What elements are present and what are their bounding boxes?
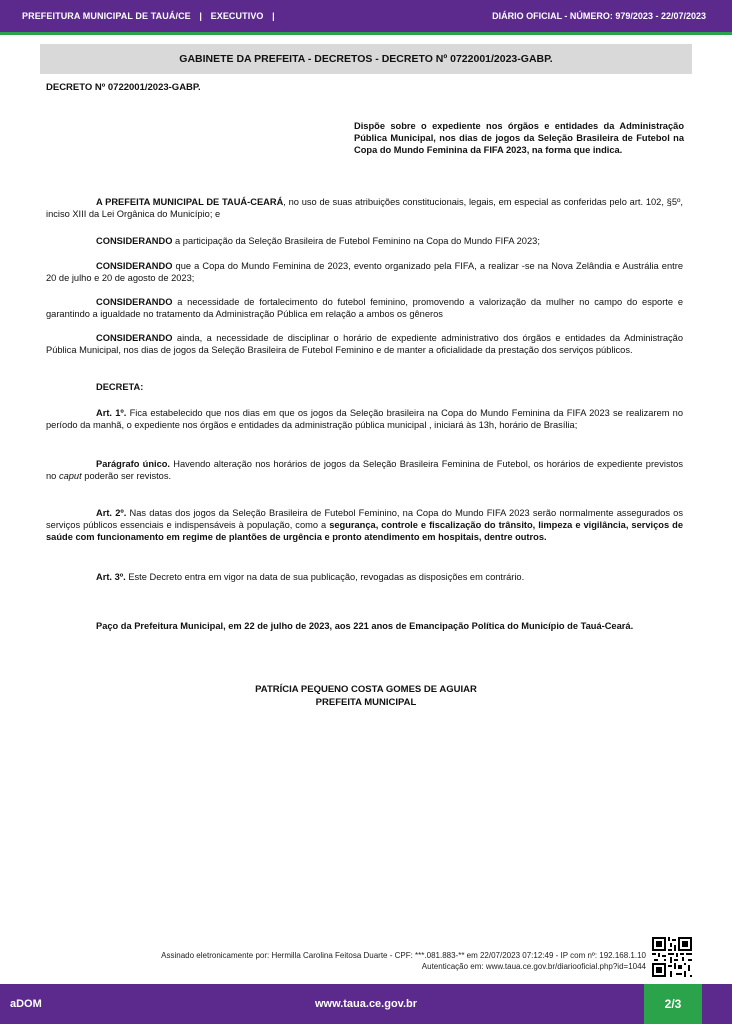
- considerando-text: a participação da Seleção Brasileira de Futebol Feminino na Copa do Mundo FIFA 2023;: [172, 236, 540, 246]
- considerando-2: [46, 260, 683, 284]
- considerando-label: CONSIDERANDO: [96, 236, 173, 246]
- header-separator: |: [272, 11, 275, 21]
- decreto-id: DECRETO Nº 0722001/2023-GABP.: [46, 82, 201, 93]
- preamble-bold: A PREFEITA MUNICIPAL DE TAUÁ-CEARÁ: [96, 197, 284, 207]
- signature-role: PREFEITA MUNICIPAL: [315, 697, 417, 708]
- page-number: 2/3: [644, 984, 702, 1024]
- article-label: Art. 1º.: [96, 408, 127, 418]
- header-org: PREFEITURA MUNICIPAL DE TAUÁ/CE: [22, 11, 191, 21]
- document-title: GABINETE DA PREFEITA - DECRETOS - DECRETO Nº 0722001/2023-GABP.: [40, 44, 692, 74]
- auth-link[interactable]: Autenticação em: www.taua.ce.gov.br/diariooficial.php?id=1044: [421, 962, 646, 971]
- article-label: Art. 3º.: [96, 572, 126, 582]
- ementa: Dispõe sobre o expediente nos órgãos e entidades da Administração Pública Municipal, nos dias de jogos da Seleção Brasileira de Futebol na Copa do Mundo Feminina da FIFA 2023, na forma que indica.: [354, 121, 684, 155]
- footer-site-link[interactable]: www.taua.ce.gov.br: [314, 998, 418, 1010]
- header-branch: EXECUTIVO: [210, 11, 264, 21]
- decreta-text: DECRETA:: [96, 382, 144, 392]
- footer-bar: [0, 984, 732, 1024]
- paragrafo-text-end: poderão ser revistos.: [81, 471, 172, 481]
- considerando-1: [46, 235, 683, 247]
- considerando-text: a necessidade de fortalecimento do futebol feminino, promovendo a valorização da mulher no campo do esporte e garantindo a igualdade no tratamento da Administração Pública em relação a ambos os gêneros: [46, 297, 683, 319]
- adom-brand: aDOM: [10, 998, 42, 1010]
- signature-name: PATRÍCIA PEQUENO COSTA GOMES DE AGUIAR: [255, 684, 477, 695]
- header-diario: DIÁRIO OFICIAL - NÚMERO: 979/2023 - 22/07/2023: [492, 11, 706, 21]
- header-separator: |: [199, 11, 203, 21]
- considerando-text: que a Copa do Mundo Feminina de 2023, evento organizado pela FIFA, a realizar -se na Nova Zelândia e Austrália entre 20 de julho e 20 de agosto de 2023;: [46, 261, 683, 283]
- article-text: Nas datas dos jogos da Seleção Brasileira de Futebol Feminino, na Copa do Mundo FIFA 2023 serão normalmente assegurados os serviços públicos essenciais e indispensáveis à população, como a: [46, 508, 683, 530]
- article-emphasis: segurança, controle e fiscalização do trânsito, limpeza e vigilância, serviços de saúde com funcionamento em regime de plantões de urgência e pronto atendimento em hospitais, dentre outros.: [46, 520, 683, 542]
- considerando-label: CONSIDERANDO: [96, 261, 173, 271]
- qr-code-icon: [652, 937, 692, 977]
- considerando-label: CONSIDERANDO: [96, 333, 173, 343]
- paco-paragraph: Paço da Prefeitura Municipal, em 22 de julho de 2023, aos 221 anos de Emancipação Política do Município de Tauá-Ceará.: [96, 621, 634, 631]
- signed-by: Assinado eletronicamente por: Hermilla Carolina Feitosa Duarte - CPF: ***.081.883-** em 22/07/2023 07:12:49 - IP com nº: 192.168.1.10: [161, 951, 646, 960]
- decreta-heading: [46, 381, 683, 393]
- considerando-text: ainda, a necessidade de disciplinar o horário de expediente administrativo dos órgãos e entidades da Administração Pública Municipal, nos dias de jogos da Seleção Brasileira de Futebol Feminino e de manter a oficialidade da prestação dos serviços públicos.: [46, 333, 683, 355]
- article-text: Fica estabelecido que nos dias em que os jogos da Seleção brasileira na Copa do Mundo Feminina da FIFA 2023 se realizarem no período da manhã, o expediente nos órgãos e entidades da administração pública municipal , iniciará às 13h, horário de Brasília;: [46, 408, 683, 430]
- considerando-4: [46, 332, 683, 356]
- paragrafo-unico: [46, 458, 683, 482]
- article-text: Este Decreto entra em vigor na data de sua publicação, revogadas as disposições em contrário.: [125, 572, 525, 582]
- electronic-signature: [161, 950, 646, 972]
- preamble-paragraph: [46, 196, 683, 220]
- considerando-label: CONSIDERANDO: [96, 297, 173, 307]
- header-left: [22, 11, 281, 21]
- header-bar: [0, 0, 732, 32]
- caput-italic: caput: [58, 471, 82, 481]
- paragrafo-text: Havendo alteração nos horários de jogos da Seleção Brasileira Feminina de Futebol, os horários de expediente previstos no: [46, 459, 683, 481]
- paragrafo-label: Parágrafo único.: [96, 459, 171, 469]
- article-1: [46, 407, 683, 431]
- header-accent-line: [0, 32, 732, 35]
- article-label: Art. 2º.: [96, 508, 127, 518]
- article-2: [46, 507, 683, 543]
- preamble-text: , no uso de suas atribuições constitucionais, legais, em especial as conferidas pelo art. 102, §5º, inciso XIII da Lei Orgânica do Município; e: [46, 197, 683, 219]
- article-3: [46, 571, 683, 583]
- considerando-3: [46, 296, 683, 320]
